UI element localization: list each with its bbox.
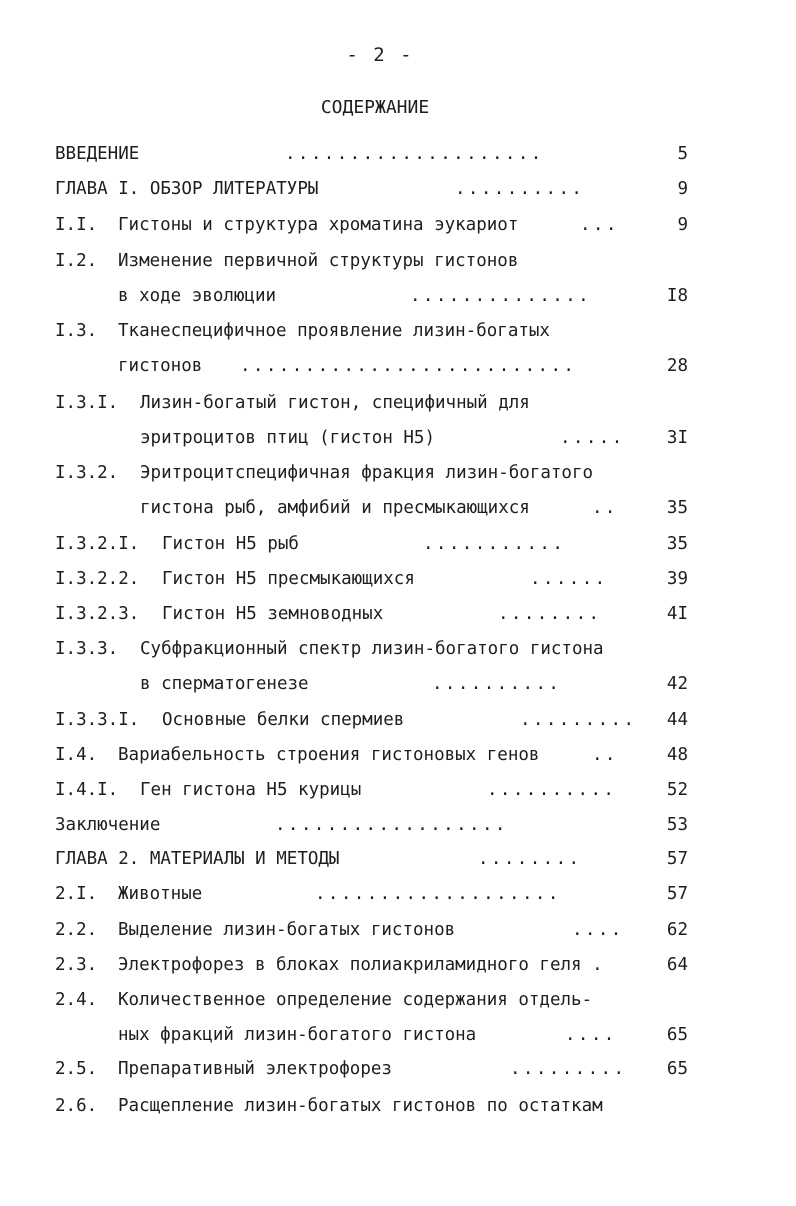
toc-entry-number: I.3.I. xyxy=(55,393,119,413)
toc-leader-dots: ..... xyxy=(560,428,625,448)
toc-entry-number: I.4.I. xyxy=(55,780,119,800)
toc-leader-dots: .............. xyxy=(410,286,592,306)
toc-entry-text: Расщепление лизин-богатых гистонов по остаткам xyxy=(118,1096,603,1116)
toc-entry-text: Количественное определение содержания отдель- xyxy=(118,990,593,1010)
toc-page-number: 62 xyxy=(666,920,688,940)
toc-entry-number: I.2. xyxy=(55,251,98,271)
toc-page-number: 35 xyxy=(666,534,688,554)
toc-entry-text: Вариабельность строения гистоновых генов xyxy=(118,745,540,765)
toc-entry-text: ГЛАВА I. ОБЗОР ЛИТЕРАТУРЫ xyxy=(55,179,319,199)
toc-leader-dots: ......... xyxy=(510,1059,627,1079)
toc-leader-dots: .................. xyxy=(275,815,508,835)
toc-entry-number: I.4. xyxy=(55,745,98,765)
toc-page-number: 44 xyxy=(666,710,688,730)
page-number: - 2 - xyxy=(346,44,414,66)
toc-leader-dots: ........ xyxy=(478,849,582,869)
toc-page-number: 65 xyxy=(666,1059,688,1079)
toc-page-number: 4I xyxy=(666,604,688,624)
toc-entry-text: в ходе эволюции xyxy=(118,286,277,306)
toc-leader-dots: .. xyxy=(592,745,618,765)
toc-entry-text: в сперматогенезе xyxy=(140,674,309,694)
toc-leader-dots: ........ xyxy=(498,604,602,624)
toc-page-number: 52 xyxy=(666,780,688,800)
toc-leader-dots: .......... xyxy=(432,674,562,694)
toc-entry-text: Лизин-богатый гистон, специфичный для xyxy=(140,393,530,413)
toc-page-number: 28 xyxy=(666,356,688,376)
toc-entry-text: Гистон Н5 земноводных xyxy=(162,604,384,624)
toc-entry-text: Субфракционный спектр лизин-богатого гистона xyxy=(140,639,604,659)
toc-entry-text: Выделение лизин-богатых гистонов xyxy=(118,920,456,940)
toc-page-number: 65 xyxy=(666,1025,688,1045)
toc-entry-number: 2.6. xyxy=(55,1096,98,1116)
toc-leader-dots: .......... xyxy=(455,179,585,199)
toc-page-number: 3I xyxy=(666,428,688,448)
toc-entry-number: 2.5. xyxy=(55,1059,98,1079)
toc-entry-number: I.3. xyxy=(55,321,98,341)
toc-page-number: 64 xyxy=(666,955,688,975)
toc-entry-text: эритроцитов птиц (гистон Н5) xyxy=(140,428,436,448)
toc-entry-text: Гистоны и структура хроматина эукариот xyxy=(118,215,519,235)
toc-entry-text: Изменение первичной структуры гистонов xyxy=(118,251,519,271)
toc-entry-text: Животные xyxy=(118,884,203,904)
toc-leader-dots: ... xyxy=(580,215,619,235)
toc-entry-text: Ген гистона Н5 курицы xyxy=(140,780,362,800)
toc-entry-text: Заключение xyxy=(55,815,161,835)
toc-leader-dots: .................... xyxy=(285,144,544,164)
toc-page-number: 39 xyxy=(666,569,688,589)
toc-entry-number: I.3.2.3. xyxy=(55,604,140,624)
contents-heading: СОДЕРЖАНИЕ xyxy=(320,97,430,118)
toc-page-number: 35 xyxy=(666,498,688,518)
toc-page-number: 57 xyxy=(666,849,688,869)
toc-page-number: 57 xyxy=(666,884,688,904)
toc-entry-text: ВВЕДЕНИЕ xyxy=(55,144,140,164)
toc-page-number: I8 xyxy=(666,286,688,306)
toc-entry-text: ГЛАВА 2. МАТЕРИАЛЫ И МЕТОДЫ xyxy=(55,849,340,869)
toc-leader-dots: ................... xyxy=(315,884,561,904)
toc-entry-text: Основные белки спермиев xyxy=(162,710,405,730)
toc-page-number: 53 xyxy=(666,815,688,835)
toc-entry-number: I.3.3. xyxy=(55,639,119,659)
toc-entry-text: Гистон Н5 рыб xyxy=(162,534,299,554)
toc-entry-text: ных фракций лизин-богатого гистона xyxy=(118,1025,477,1045)
toc-entry-number: I.3.2.2. xyxy=(55,569,140,589)
toc-leader-dots: ........... xyxy=(423,534,566,554)
toc-entry-number: 2.3. xyxy=(55,955,98,975)
toc-entry-text: Электрофорез в блоках полиакриламидного геля . xyxy=(118,955,603,975)
toc-entry-number: I.3.2.I. xyxy=(55,534,140,554)
toc-leader-dots: ...... xyxy=(530,569,608,589)
toc-leader-dots: .... xyxy=(572,920,624,940)
toc-entry-number: 2.2. xyxy=(55,920,98,940)
toc-entry-text: гистона рыб, амфибий и пресмыкающихся xyxy=(140,498,530,518)
toc-page-number: 9 xyxy=(677,179,688,199)
toc-entry-number: I.I. xyxy=(55,215,98,235)
toc-entry-number: 2.4. xyxy=(55,990,98,1010)
toc-leader-dots: .......... xyxy=(487,780,617,800)
toc-entry-text: Эритроцитспецифичная фракция лизин-богатого xyxy=(140,463,594,483)
toc-leader-dots: .. xyxy=(592,498,618,518)
toc-entry-text: Препаративный электрофорез xyxy=(118,1059,392,1079)
toc-entry-number: I.3.2. xyxy=(55,463,119,483)
toc-entry-number: I.3.3.I. xyxy=(55,710,140,730)
toc-entry-text: Тканеспецифичное проявление лизин-богатых xyxy=(118,321,550,341)
toc-leader-dots: .......................... xyxy=(240,356,577,376)
toc-entry-text: Гистон Н5 пресмыкающихся xyxy=(162,569,415,589)
toc-entry-text: гистонов xyxy=(118,356,203,376)
toc-leader-dots: ......... xyxy=(520,710,637,730)
toc-entry-number: 2.I. xyxy=(55,884,98,904)
toc-page-number: 5 xyxy=(677,144,688,164)
toc-page-number: 42 xyxy=(666,674,688,694)
toc-page-number: 9 xyxy=(677,215,688,235)
toc-leader-dots: .... xyxy=(565,1025,617,1045)
toc-page-number: 48 xyxy=(666,745,688,765)
